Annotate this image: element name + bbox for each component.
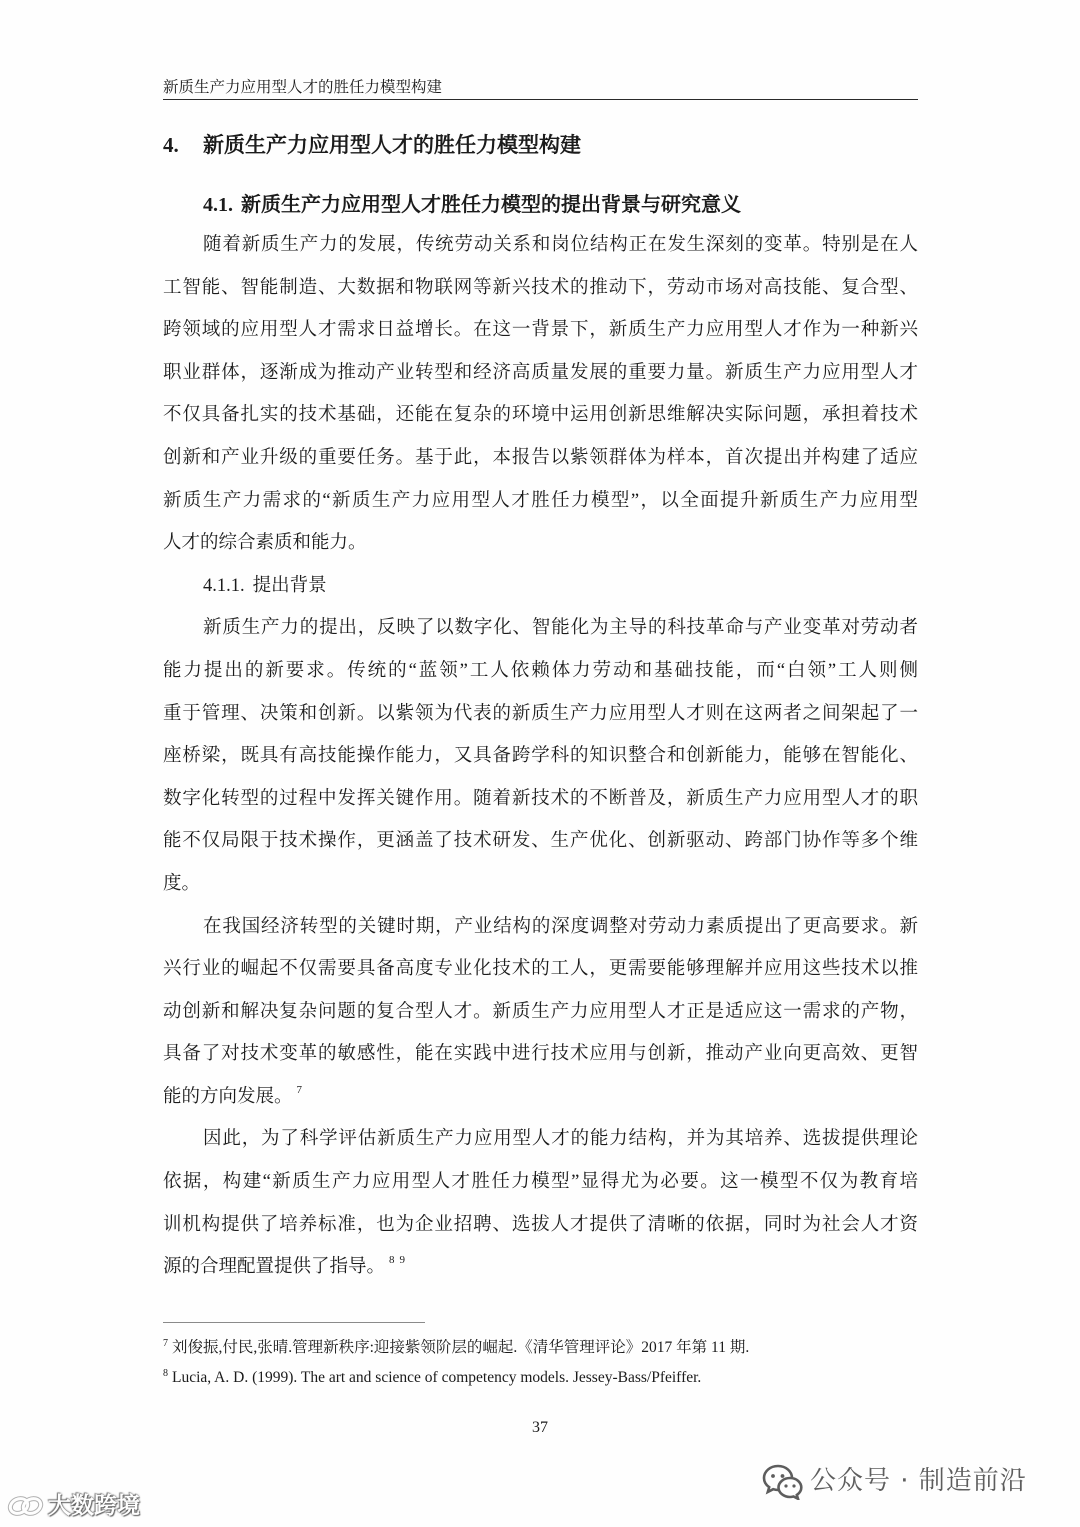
footnote-text: 刘俊振,付民,张晴.管理新秩序:迎接紫领阶层的崛起.《清华管理评论》2017 年第 11 期. (172, 1339, 750, 1356)
paragraph-line: 兴行业的崛起不仅需要具备高度专业化技术的工人，更需要能够理解并应用这些技术以推 (163, 959, 918, 980)
subsection-title: 新质生产力应用型人才胜任力模型的提出背景与研究意义 (241, 194, 741, 216)
paragraph-line: 能力提出的新要求。传统的“蓝领”工人依赖体力劳动和基础技能，而“白领”工人则侧 (163, 660, 918, 681)
paragraph-2 (163, 607, 918, 905)
paragraph-line: 在我国经济转型的关键时期，产业结构的深度调整对劳动力素质提出了更高要求。新 (203, 916, 918, 937)
subsection-number: 4.1. (203, 194, 233, 216)
paragraph-line: 因此，为了科学评估新质生产力应用型人才的能力结构，并为其培养、选拔提供理论 (203, 1129, 918, 1150)
page-number: 37 (532, 1419, 548, 1436)
paragraph-line: 创新和产业升级的重要任务。基于此，本报告以紫领群体为样本，首次提出并构建了适应 (163, 447, 918, 468)
paragraph-line: 度。 (163, 873, 201, 894)
footnote-ref: 8 (389, 1254, 395, 1267)
footnote-ref: 7 (296, 1083, 303, 1096)
footnote-marker: 8 (163, 1368, 168, 1379)
paragraph-1 (163, 224, 918, 565)
footnote (163, 1337, 749, 1359)
corner-watermark-label: 大数跨境 (48, 1493, 140, 1519)
line-text: 源的合理配置提供了指导。 (163, 1257, 386, 1278)
paragraph-line (163, 1076, 918, 1119)
header-rule (163, 99, 918, 100)
body-text (163, 224, 918, 1289)
link-logo-icon (6, 1491, 46, 1521)
paragraph-line: 能不仅局限于技术操作，更涵盖了技术研发、生产优化、创新驱动、跨部门协作等多个维 (163, 831, 918, 852)
paragraph-line: 座桥梁，既具有高技能操作能力，又具备跨学科的知识整合和创新能力，能够在智能化、 (163, 746, 918, 767)
subsubsection-title: 提出背景 (252, 575, 327, 596)
corner-watermark (6, 1489, 156, 1523)
subsubsection-number: 4.1.1. (203, 575, 245, 596)
paragraph-line: 跨领域的应用型人才需求日益增长。在这一背景下，新质生产力应用型人才作为一种新兴 (163, 320, 918, 341)
paragraph-line: 新质生产力的提出，反映了以数字化、智能化为主导的科技革命与产业变革对劳动者 (203, 618, 918, 639)
paragraph-line: 训机构提供了培养标准，也为企业招聘、选拔人才提供了清晰的依据，同时为社会人才资 (163, 1214, 918, 1235)
paragraph-line: 动创新和解决复杂问题的复合型人才。新质生产力应用型人才正是适应这一需求的产物， (163, 1001, 918, 1022)
footnote-separator (163, 1322, 425, 1323)
paragraph-line: 重于管理、决策和创新。以紫领为代表的新质生产力应用型人才则在这两者之间架起了一 (163, 703, 918, 724)
wechat-icon (762, 1463, 804, 1500)
paragraph-4 (163, 1118, 918, 1288)
footnote (163, 1367, 701, 1389)
section-number: 4. (163, 133, 179, 157)
wechat-account-label: 公众号 · 制造前沿 (810, 1466, 1027, 1496)
paragraph-line: 新质生产力需求的“新质生产力应用型人才胜任力模型”，以全面提升新质生产力应用型 (163, 490, 918, 511)
paragraph-line: 工智能、智能制造、大数据和物联网等新兴技术的推动下，劳动市场对高技能、复合型、 (163, 277, 918, 298)
subsection-heading (203, 190, 918, 220)
subsubsection-heading (163, 565, 918, 608)
footnote-ref: 9 (399, 1254, 406, 1267)
line-text: 能的方向发展。 (163, 1086, 293, 1107)
paragraph-line: 数字化转型的过程中发挥关键作用。随着新技术的不断普及，新质生产力应用型人才的职 (163, 788, 918, 809)
section-title: 新质生产力应用型人才的胜任力模型构建 (203, 133, 581, 157)
footnote-text: Lucia, A. D. (1999). The art and science of competency models. Jessey-Bass/Pfeiffer. (172, 1369, 702, 1386)
paragraph-line: 职业群体，逐渐成为推动产业转型和经济高质量发展的重要力量。新质生产力应用型人才 (163, 362, 918, 383)
paragraph-3 (163, 906, 918, 1119)
paragraph-line: 人才的综合素质和能力。 (163, 533, 367, 554)
paragraph-line: 不仅具备扎实的技术基础，还能在复杂的环境中运用创新思维解决实际问题，承担着技术 (163, 405, 918, 426)
section-heading (163, 130, 918, 160)
paragraph-line: 具备了对技术变革的敏感性，能在实践中进行技术应用与创新，推动产业向更高效、更智 (163, 1044, 918, 1065)
paragraph-line: 随着新质生产力的发展，传统劳动关系和岗位结构正在发生深刻的变革。特别是在人 (203, 235, 918, 255)
running-header: 新质生产力应用型人才的胜任力模型构建 (163, 79, 443, 96)
paragraph-line: 依据，构建“新质生产力应用型人才胜任力模型”显得尤为必要。这一模型不仅为教育培 (163, 1172, 918, 1193)
footnote-marker: 7 (163, 1338, 168, 1349)
paragraph-line (163, 1246, 918, 1289)
